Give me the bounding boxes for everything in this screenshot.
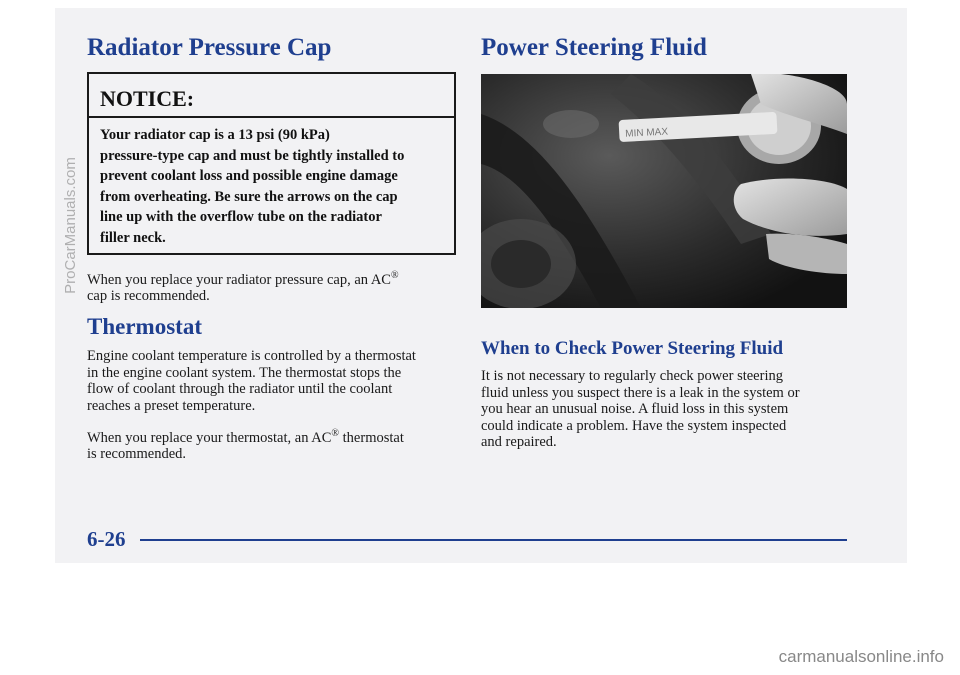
power-steering-line: could indicate a problem. Have the system inspected [481, 417, 787, 434]
dipstick-photo [481, 74, 847, 308]
notice-line: pressure-type cap and must be tightly installed to [100, 147, 405, 164]
registered-mark: ® [390, 270, 399, 281]
thermostat-line: in the engine coolant system. The thermostat stops the [87, 364, 402, 381]
thermostat-line: flow of coolant through the radiator until the coolant [87, 381, 393, 397]
notice-line: line up with the overflow tube on the radiator [100, 209, 382, 225]
power-steering-line: you hear an unusual noise. A fluid loss in this system [481, 401, 789, 417]
thermostat-line: reaches a preset temperature. [87, 397, 256, 414]
thermostat-replace-line: is recommended. [87, 446, 187, 463]
notice-line: prevent coolant loss and possible engine damage [100, 168, 398, 184]
bottom-watermark: carmanualsonline.info [778, 647, 944, 666]
notice-line: filler neck. [100, 229, 166, 246]
notice-box [87, 72, 456, 255]
thermostat-replace-line-tail: thermostat [339, 429, 404, 446]
dipstick-label: MIN MAX [624, 126, 669, 140]
when-to-check-heading: When to Check Power Steering Fluid [481, 338, 784, 359]
notice-line: from overheating. Be sure the arrows on the cap [100, 188, 398, 205]
radiator-para-line: When you replace your radiator pressure cap, an AC [87, 271, 391, 288]
side-watermark-text: ProCarManuals.com [61, 156, 79, 294]
notice-line: Your radiator cap is a 13 psi (90 kPa) [100, 127, 330, 143]
footer-rule [140, 539, 847, 541]
thermostat-replace-line: When you replace your thermostat, an AC [87, 429, 332, 446]
thermostat-replace-paragraph [87, 426, 404, 463]
page-number: 6-26 [87, 527, 126, 551]
power-steering-fluid-heading: Power Steering Fluid [481, 34, 707, 61]
radiator-cap-paragraph [87, 268, 399, 305]
power-steering-line: It is not necessary to regularly check power steering [481, 368, 783, 384]
registered-mark: ® [331, 428, 340, 439]
notice-heading: NOTICE: [89, 74, 454, 118]
radiator-pressure-cap-heading: Radiator Pressure Cap [87, 34, 332, 61]
thermostat-heading: Thermostat [87, 314, 202, 339]
side-watermark [55, 100, 85, 350]
power-steering-paragraph [481, 368, 800, 451]
notice-text [89, 118, 454, 248]
power-steering-line: and repaired. [481, 434, 557, 450]
thermostat-paragraph [87, 348, 416, 414]
thermostat-line: Engine coolant temperature is controlled by a thermostat [87, 348, 416, 364]
radiator-para-line: cap is recommended. [87, 288, 210, 305]
power-steering-line: fluid unless you suspect there is a leak in the system or [481, 384, 800, 401]
